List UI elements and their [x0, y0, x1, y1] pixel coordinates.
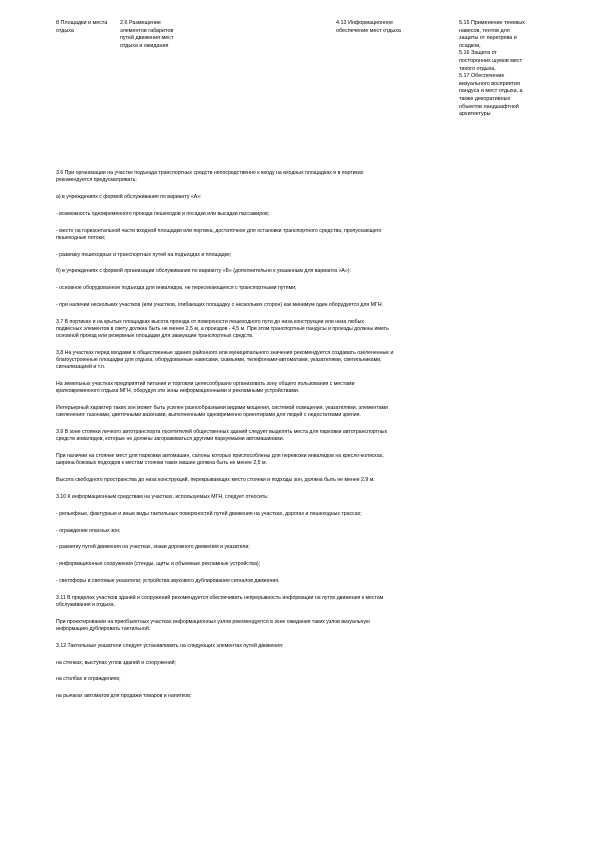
paragraph: [56, 453, 543, 467]
paragraph-line: рекомендуется предусматривать:: [56, 177, 137, 184]
paragraph-line: кратковременного отдыха МГН, оборудуя эти зоны информационными и рекламными устройствами.: [56, 388, 300, 395]
paragraph-spacer: [56, 667, 543, 677]
cell-line: навесов, тентов для: [459, 27, 510, 34]
paragraph-line: подвесных элементов в свету должна быть не менее 2,5 м, а проездов - 4,5 м. При этом транспортные пандусы и проезды должны иметь: [56, 325, 389, 332]
paragraph: [56, 619, 543, 633]
paragraph: [56, 578, 543, 585]
paragraph-spacer: [56, 259, 543, 269]
paragraph-spacer: [56, 468, 543, 478]
paragraph: [56, 693, 543, 700]
cell-line: пандуса и мест отдыха, а: [459, 88, 523, 95]
paragraph-line: - развязку пешеходных и транспортных путей на подъездах и площадке;: [56, 251, 232, 258]
paragraph-line: на стенках, выступах углов зданий и сооружений;: [56, 659, 176, 666]
paragraph: [56, 285, 543, 292]
paragraph: [56, 544, 543, 551]
paragraph: [56, 405, 543, 419]
cell-line: путей движения мест: [120, 35, 174, 42]
paragraph-line: 3.10 К информационным средствам на участках, используемых МГН, следует относить:: [56, 493, 269, 500]
paragraph-line: - основное оборудованное подъезда для инвалидов, не пересекающееся с транспортными путями;: [56, 285, 297, 292]
cell-line: посторонних шумов мест: [459, 57, 523, 64]
table-row: [56, 20, 539, 170]
cell-line: 8 Площадки и места: [56, 20, 108, 26]
paragraph-spacer: [56, 501, 543, 511]
paragraph: [56, 268, 543, 275]
paragraph-line: средств инвалидов, которые не должны загораживаться другими паркуемыми автомашинами.: [56, 436, 285, 443]
paragraph-spacer: [56, 585, 543, 595]
paragraph: [56, 170, 543, 184]
paragraph: [56, 595, 543, 609]
paragraph: [56, 643, 543, 650]
paragraph-spacer: [56, 684, 543, 694]
paragraph: [56, 350, 543, 372]
paragraph-line: - при наличии нескольких участков (или участков, огибающих площадку с нескольких сторон) как минимум один оборудуется для МГН.: [56, 301, 384, 308]
paragraph-line: 3.6 При организации на участке подъезда транспортных средств непосредственно к входу на входных площадках и в портиках: [56, 170, 364, 176]
table-cell-comfort: [459, 20, 549, 119]
cell-line: объектов ландшафтной: [459, 103, 519, 110]
paragraph: [56, 302, 543, 309]
paragraph-spacer: [56, 340, 543, 350]
paragraph-spacer: [56, 633, 543, 643]
paragraph: [56, 660, 543, 667]
paragraph-line: обслуживания и отдыха.: [56, 601, 115, 608]
cell-line: 5.16 Защита от: [459, 50, 497, 57]
paragraph-line: - информационные сооружения (стенды, щиты и объемные рекламные устройства);: [56, 561, 260, 568]
table-cell-object: [56, 20, 114, 35]
paragraph-spacer: [56, 552, 543, 562]
paragraph-line: б) в учреждениях с формой организации обслуживания по варианту «Б» (дополнительно к указанным для варианта «А»):: [56, 268, 351, 275]
paragraph-line: - возможность одновременного проезда пешеходов и посадки или высадки пассажиров;: [56, 210, 270, 217]
paragraph: [56, 511, 543, 518]
paragraph: [56, 477, 543, 484]
paragraph-spacer: [56, 568, 543, 578]
paragraph-line: - разметку путей движения на участках, знаки дорожного движения и указатели;: [56, 544, 250, 551]
paragraph-line: При наличии на стоянке мест для парковки автомашин, салоны которых приспособлены для перевозки инвалидов на кресло-колясках,: [56, 453, 384, 460]
paragraph-line: 3.8 На участках перед входами в общественные здания районного или муниципального значения рекомендуется создавать озелененные и: [56, 349, 394, 356]
paragraph-line: - место на горизонтальной части входной площадки или портика, достаточное для остановки транспортного средства, пропускающего: [56, 227, 382, 234]
cell-line: визуального восприятия: [459, 80, 520, 87]
cell-line: отдыха и ожидания: [120, 42, 169, 49]
paragraph-line: основной проезд или резервные площадки для эвакуации транспортных средств.: [56, 333, 254, 340]
paragraph-line: - светофоры и световые указатели; устройства звукового дублирования сигналов движения.: [56, 577, 280, 584]
paragraph-spacer: [56, 650, 543, 660]
cell-line: 5.15 Применение теневых: [459, 20, 525, 26]
paragraph-line: ширина боковых подходов к местам стоянки таких машин должна быть не менее 2,5 м.: [56, 460, 267, 467]
paragraph: [56, 228, 543, 242]
paragraph-spacer: [56, 535, 543, 545]
paragraph: [56, 494, 543, 501]
cell-line: архитектуры: [459, 111, 491, 118]
cell-line: 5.17 Обеспечение: [459, 73, 505, 80]
paragraph-line: Интерьерный характер таких зон может быть усилен разнообразными видами мощения, системой освещения, указателями, элементами: [56, 405, 388, 412]
paragraph: [56, 528, 543, 535]
table-cell-information: [336, 20, 436, 35]
cell-line: защиты от перегрева и: [459, 35, 517, 42]
paragraph-line: На земельных участках предприятий питания и торговли целесообразно организовать зону общего пользования с местами: [56, 381, 355, 388]
paragraph: [56, 252, 543, 259]
paragraph-line: пешеходные потоки;: [56, 234, 106, 241]
paragraph-line: - рельефные, фактурные и иные виды тактильных поверхностей путей движения на участках, дорогах и пешеходных трассах;: [56, 510, 362, 517]
paragraph-spacer: [56, 372, 543, 382]
paragraph: [56, 561, 543, 568]
table-cell-layout: [120, 20, 220, 50]
paragraph-spacer: [56, 276, 543, 286]
paragraph-spacer: [56, 309, 543, 319]
cell-line: 4.13 Информационное: [336, 20, 394, 26]
paragraph-line: озеленения: газонами, цветочными вазонами, выполненными одновременно ориентирами для людей с недостатками зрения.: [56, 412, 361, 419]
cell-line: элементов габаритов: [120, 27, 174, 34]
paragraph-line: сигнализацией и т.п.: [56, 364, 106, 371]
paragraph-spacer: [56, 484, 543, 494]
paragraph-spacer: [56, 609, 543, 619]
paragraph: [56, 194, 543, 201]
paragraph-line: 3.11 В пределах участков зданий и сооружений рекомендуется обеспечивать непрерывность информации на путях движения к местам: [56, 594, 384, 601]
paragraph-spacer: [56, 242, 543, 252]
paragraph-line: - ограждение опасных зон;: [56, 527, 121, 534]
paragraph-spacer: [56, 444, 543, 454]
paragraph: [56, 319, 543, 341]
document-body: [56, 170, 543, 700]
paragraph-spacer: [56, 218, 543, 228]
paragraph: [56, 676, 543, 683]
paragraph-line: на рычагах автоматов для продажи товаров и напитков;: [56, 693, 192, 700]
paragraph-line: информацию дублировать тактильной.: [56, 625, 151, 632]
paragraph-line: 3.7 В портиках и на крытых площадках высота проезда от поверхности пешеходного пути до низа конструкции или низа любых: [56, 318, 364, 325]
cell-line: тихого отдыха,: [459, 65, 496, 72]
paragraph-line: Высота свободного пространства до низа конструкций, перекрывающих место стоянки и подходы зон, должна быть не менее 2,9 м.: [56, 477, 375, 484]
paragraph-line: При проектировании на приобъектных участках информационных узлов рекомендуется в зоне ожидания таких узлов визуальную: [56, 618, 370, 625]
cell-line: осадков,: [459, 42, 481, 49]
paragraph-line: 3.12 Тактильные указатели следует устанавливать на следующих элементах путей движения:: [56, 642, 284, 649]
paragraph: [56, 429, 543, 443]
paragraph-line: а) в учреждениях с формой обслуживания по варианту «А»:: [56, 194, 202, 200]
cell-line: также декоративных: [459, 95, 511, 102]
paragraph: [56, 211, 543, 218]
paragraph-spacer: [56, 396, 543, 406]
paragraph-spacer: [56, 201, 543, 211]
paragraph-line: на столбах и ограждениях;: [56, 676, 121, 683]
paragraph-line: благоустроенные площадки для отдыха, оборудованные навесами, скамьями, телефонами-автоматами, указателями, светильниками,: [56, 357, 382, 364]
paragraph-line: 3.9 В зоне стоянки личного автотранспорта посетителей общественных зданий следует выделять места для парковки автотранспортных: [56, 429, 388, 436]
paragraph-spacer: [56, 518, 543, 528]
paragraph: [56, 381, 543, 395]
cell-line: отдыха: [56, 27, 74, 34]
paragraph-spacer: [56, 292, 543, 302]
paragraph-spacer: [56, 420, 543, 430]
paragraph-spacer: [56, 184, 543, 194]
cell-line: 2.6 Размещение: [120, 20, 161, 26]
cell-line: обеспечение мест отдыха: [336, 27, 401, 34]
